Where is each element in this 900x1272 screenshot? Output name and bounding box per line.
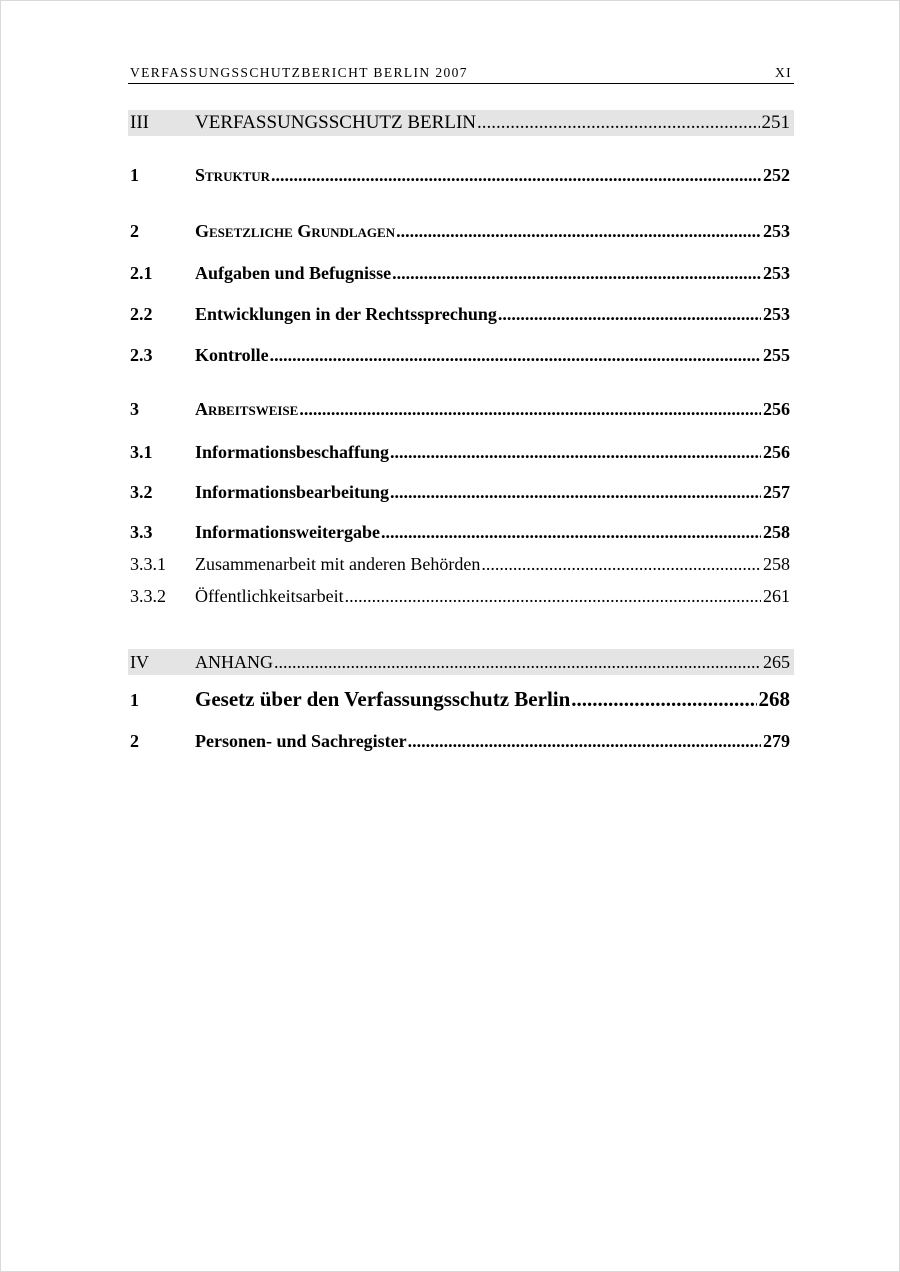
toc-leader bbox=[498, 304, 761, 325]
toc-page: 256 bbox=[763, 442, 790, 462]
toc-entry-2-2[interactable] bbox=[128, 304, 794, 325]
toc-label: Kontrolle bbox=[195, 345, 269, 365]
toc-page: 253 bbox=[763, 221, 790, 241]
toc-leader bbox=[299, 399, 761, 420]
toc-leader bbox=[571, 687, 756, 712]
toc-number: 3.1 bbox=[130, 442, 153, 462]
toc-entry-3-3-2[interactable] bbox=[128, 586, 794, 607]
toc-entry-1[interactable] bbox=[128, 165, 794, 186]
toc-page: 257 bbox=[763, 482, 790, 502]
toc-leader bbox=[408, 731, 761, 752]
toc-page: 261 bbox=[763, 586, 790, 606]
toc-label: Gesetz über den Verfassungsschutz Berlin bbox=[195, 687, 571, 711]
toc-entry-anhang-1[interactable] bbox=[128, 687, 794, 712]
toc-page: 265 bbox=[763, 651, 790, 672]
toc-label: Entwicklungen in der Rechtssprechung bbox=[195, 304, 497, 324]
toc-page: 258 bbox=[763, 522, 790, 542]
toc-leader bbox=[270, 345, 761, 366]
running-header bbox=[128, 64, 794, 84]
toc-number: 3.2 bbox=[130, 482, 153, 502]
toc-page: 253 bbox=[763, 304, 790, 324]
toc-number: 2.2 bbox=[130, 304, 153, 324]
toc-page: 252 bbox=[763, 165, 790, 185]
toc-entry-part-iv[interactable] bbox=[128, 649, 794, 675]
toc-label: Arbeitsweise bbox=[195, 399, 299, 419]
toc-page: 268 bbox=[758, 687, 790, 711]
toc-entry-2-1[interactable] bbox=[128, 263, 794, 284]
toc-number: IV bbox=[130, 651, 149, 672]
toc-entry-anhang-2[interactable] bbox=[128, 731, 794, 752]
toc-entry-3[interactable] bbox=[128, 399, 794, 420]
toc-number: 2 bbox=[130, 221, 139, 241]
toc-leader bbox=[392, 263, 761, 284]
toc-number: 3.3.2 bbox=[130, 586, 166, 606]
toc-leader bbox=[345, 586, 761, 607]
toc-entry-3-1[interactable] bbox=[128, 442, 794, 463]
toc-page: 256 bbox=[763, 399, 790, 419]
toc-number: 2.1 bbox=[130, 263, 153, 283]
toc-label: Struktur bbox=[195, 165, 271, 185]
toc-leader bbox=[381, 522, 761, 543]
toc-entry-3-3-1[interactable] bbox=[128, 554, 794, 575]
toc-entry-3-3[interactable] bbox=[128, 522, 794, 543]
toc-label: Informationsbeschaffung bbox=[195, 442, 390, 462]
toc-label: VERFASSUNGSSCHUTZ BERLIN bbox=[195, 112, 476, 133]
toc-number: 3 bbox=[130, 399, 139, 419]
toc-page: 279 bbox=[763, 731, 790, 751]
toc-number: 1 bbox=[130, 690, 139, 710]
toc-leader bbox=[481, 554, 761, 575]
toc-leader bbox=[396, 221, 761, 242]
toc-leader bbox=[477, 112, 760, 134]
toc-entry-part-iii[interactable] bbox=[128, 110, 794, 136]
toc-label: Zusammenarbeit mit anderen Behörden bbox=[195, 554, 481, 574]
toc-label: Gesetzliche Grundlagen bbox=[195, 221, 396, 241]
toc-number: III bbox=[130, 112, 149, 133]
header-page-number: XI bbox=[774, 65, 792, 80]
toc-label: ANHANG bbox=[195, 651, 273, 672]
toc-number: 2 bbox=[130, 731, 139, 751]
toc-page: 251 bbox=[761, 112, 790, 133]
toc-label: Öffentlichkeitsarbeit bbox=[195, 586, 344, 606]
toc-number: 3.3.1 bbox=[130, 554, 166, 574]
toc-label: Aufgaben und Befugnisse bbox=[195, 263, 392, 283]
toc-label: Personen- und Sachregister bbox=[195, 731, 407, 751]
toc-leader bbox=[390, 482, 761, 503]
toc-page: 255 bbox=[763, 345, 790, 365]
toc-entry-2[interactable] bbox=[128, 221, 794, 242]
toc-leader bbox=[274, 652, 761, 673]
toc-entry-2-3[interactable] bbox=[128, 345, 794, 366]
header-title: VERFASSUNGSSCHUTZBERICHT BERLIN 2007 bbox=[130, 65, 468, 80]
toc-label: Informationsbearbeitung bbox=[195, 482, 390, 502]
toc-page: 258 bbox=[763, 554, 790, 574]
toc-number: 3.3 bbox=[130, 522, 153, 542]
toc-label: Informationsweitergabe bbox=[195, 522, 380, 542]
toc-entry-3-2[interactable] bbox=[128, 482, 794, 503]
toc-leader bbox=[390, 442, 761, 463]
toc-leader bbox=[271, 165, 761, 186]
toc-number: 2.3 bbox=[130, 345, 153, 365]
toc-page: 253 bbox=[763, 263, 790, 283]
toc-number: 1 bbox=[130, 165, 139, 185]
